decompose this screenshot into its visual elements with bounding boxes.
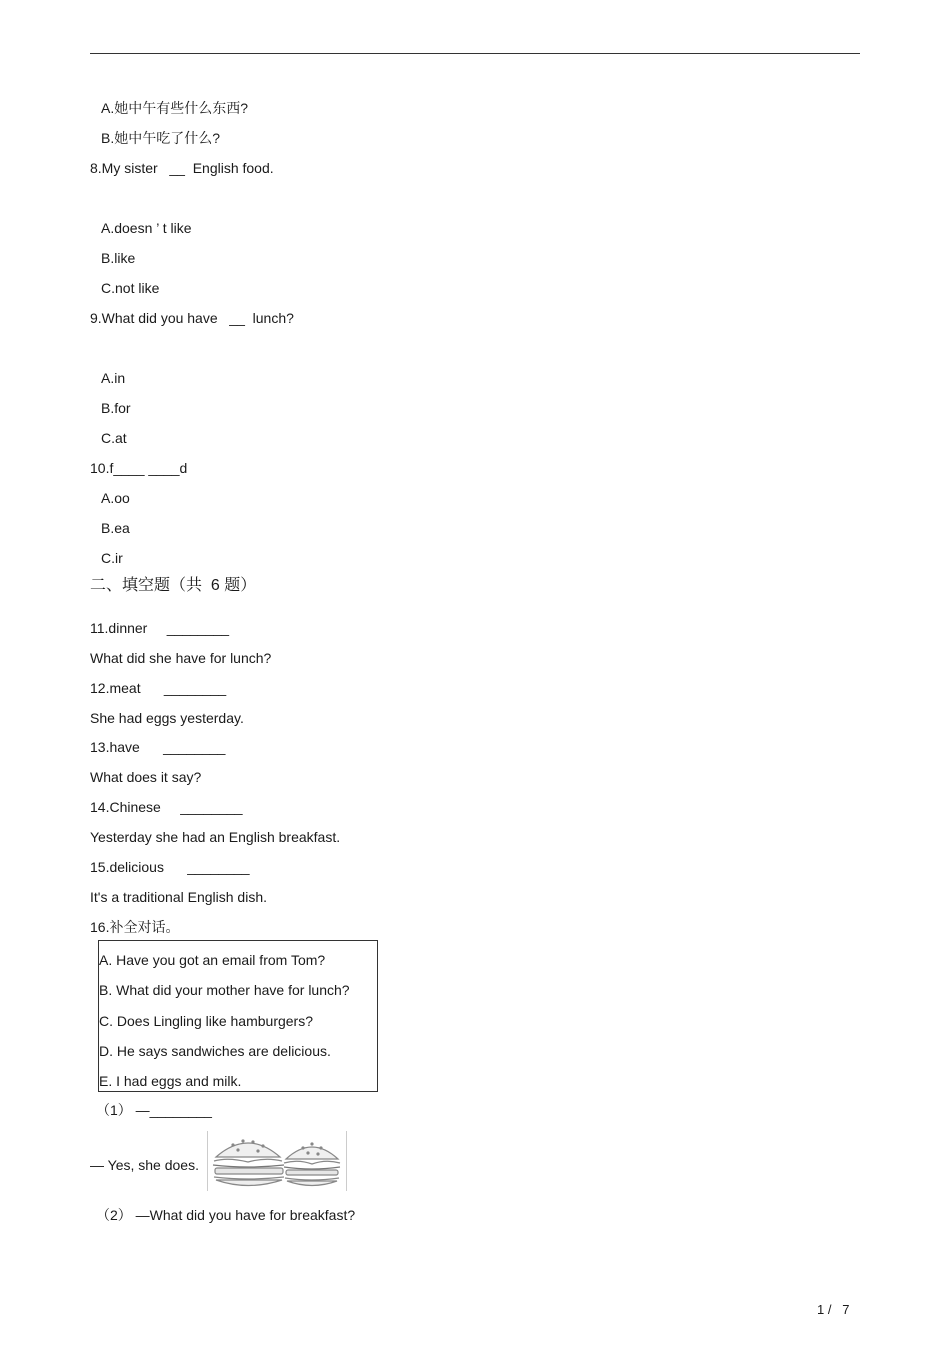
q9-option-a: A.in [101, 370, 126, 386]
section-2-title: 二、填空题（共 6 题） [90, 577, 257, 594]
q11-sentence: What did she have for lunch? [90, 650, 272, 666]
q15-sentence: It's a traditional English dish. [90, 889, 267, 905]
q13-sentence: What does it say? [90, 769, 202, 785]
page-number: 1 / 7 [817, 1302, 850, 1317]
q16-box-option-c: C. Does Lingling like hamburgers? [99, 1013, 313, 1029]
q14-sentence: Yesterday she had an English breakfast. [90, 829, 341, 845]
q8-option-b: B.like [101, 250, 136, 266]
q16-sub1-answer: — Yes, she does. [90, 1157, 199, 1173]
q10-option-b: B.ea [101, 520, 130, 536]
q9-option-c: C.at [101, 430, 127, 446]
q11-stem: 11.dinner ________ [90, 620, 230, 636]
q10-stem: 10.f____ ____d [90, 460, 188, 476]
q16-box-option-d: D. He says sandwiches are delicious. [99, 1043, 331, 1059]
q16-sub2-prompt: （2） —What did you have for breakfast? [96, 1207, 356, 1223]
hamburgers-image [207, 1131, 347, 1191]
q8-stem: 8.My sister __ English food. [90, 160, 274, 176]
q8-option-c: C.not like [101, 280, 160, 296]
q16-box-option-a: A. Have you got an email from Tom? [99, 952, 326, 968]
header-rule [90, 53, 860, 54]
q15-stem: 15.delicious ________ [90, 859, 250, 875]
q9-option-b: B.for [101, 400, 131, 416]
q8-option-a: A.doesn ’ t like [101, 220, 192, 236]
q7-option-a: A.她中午有些什么东西? [101, 100, 249, 116]
q16-option-box [98, 940, 378, 1092]
q14-stem: 14.Chinese ________ [90, 799, 243, 815]
q10-option-c: C.ir [101, 550, 123, 566]
q16-sub1-prompt: （1） —________ [96, 1102, 212, 1118]
q12-sentence: She had eggs yesterday. [90, 710, 244, 726]
q12-stem: 12.meat ________ [90, 680, 227, 696]
q9-stem: 9.What did you have __ lunch? [90, 310, 294, 326]
q13-stem: 13.have ________ [90, 739, 226, 755]
q7-option-b: B.她中午吃了什么? [101, 130, 221, 146]
q16-box-option-b: B. What did your mother have for lunch? [99, 982, 350, 998]
hamburger-icon [208, 1131, 346, 1191]
q16-box-option-e: E. I had eggs and milk. [99, 1073, 242, 1089]
q10-option-a: A.oo [101, 490, 130, 506]
q16-stem: 16.补全对话。 [90, 919, 180, 935]
